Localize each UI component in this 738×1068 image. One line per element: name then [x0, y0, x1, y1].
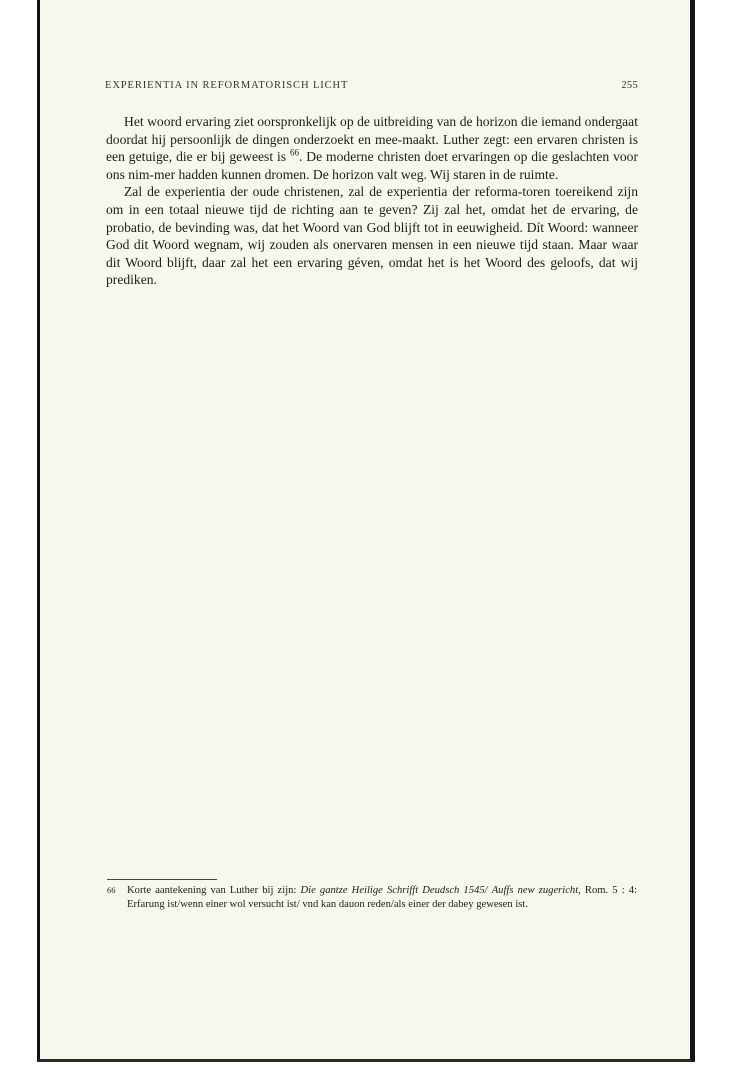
text-line: Woord van God blijft tot in eeuwigheid. Dít Woord: wanneer God dit	[106, 219, 639, 253]
body-text	[106, 113, 638, 289]
running-header	[105, 80, 638, 91]
text-line: is	[277, 149, 287, 165]
text-line: mer hadden kunnen dromen. De horizon valt weg. Wij staren in de ruimte.	[153, 166, 559, 182]
text-line: Zij zal het, omdat het de ervaring, de probatio, de bevinding was, dat het	[106, 201, 638, 235]
footnote-number: 66	[107, 885, 116, 895]
footnote-divider	[107, 879, 217, 880]
text-line: maakt. Luther zegt: een ervaren christen is een getuige, die er bij geweest	[106, 131, 638, 165]
book-page	[37, 0, 695, 1062]
footnote-text: Korte aantekening van Luther bij zijn:	[127, 885, 301, 896]
text-line: Woord wegnam, wij zouden als onervaren mensen in een nieuwe tijd staan.	[152, 237, 574, 253]
text-line: die iemand ondergaat doordat hij persoonlijk de dingen onderzoekt en mee-	[106, 114, 638, 147]
text-line: toren toereikend zijn om in een totaal nieuwe tijd de richting aan te geven?	[106, 184, 639, 217]
running-title: EXPERIENTIA IN REFORMATORISCH LICHT	[105, 80, 349, 91]
footnote-title-cont: Auffs new zugericht,	[491, 885, 581, 896]
text-line: Het woord ervaring ziet oorspronkelijk op de uitbreiding van de horizon	[124, 114, 518, 129]
paragraph-2	[106, 183, 638, 289]
footnote-title: Die gantze Heilige Schrifft Deudsch 1545/	[300, 885, 488, 896]
footnote-text: vnd kan dauon reden/als einer der dabey gewesen ist.	[302, 898, 528, 910]
footnote-text: Rom. 5 : 4: Erfarung ist/wenn einer wol versucht ist/	[127, 885, 637, 910]
text-line: . De moderne christen doet ervaringen op die geslachten voor ons nim-	[106, 149, 638, 182]
text-line: Maar waar dit Woord blijft, daar zal het een ervaring géven, omdat het is	[106, 237, 638, 270]
text-line: het Woord des geloofs, dat wij prediken.	[106, 254, 638, 288]
page-number: 255	[621, 80, 638, 91]
footnote-reference[interactable]: 66	[290, 147, 299, 158]
footnote	[107, 884, 637, 911]
text-line: Zal de experientia der oude christenen, zal de experientia der reforma-	[124, 184, 523, 200]
paragraph-1	[106, 113, 638, 183]
